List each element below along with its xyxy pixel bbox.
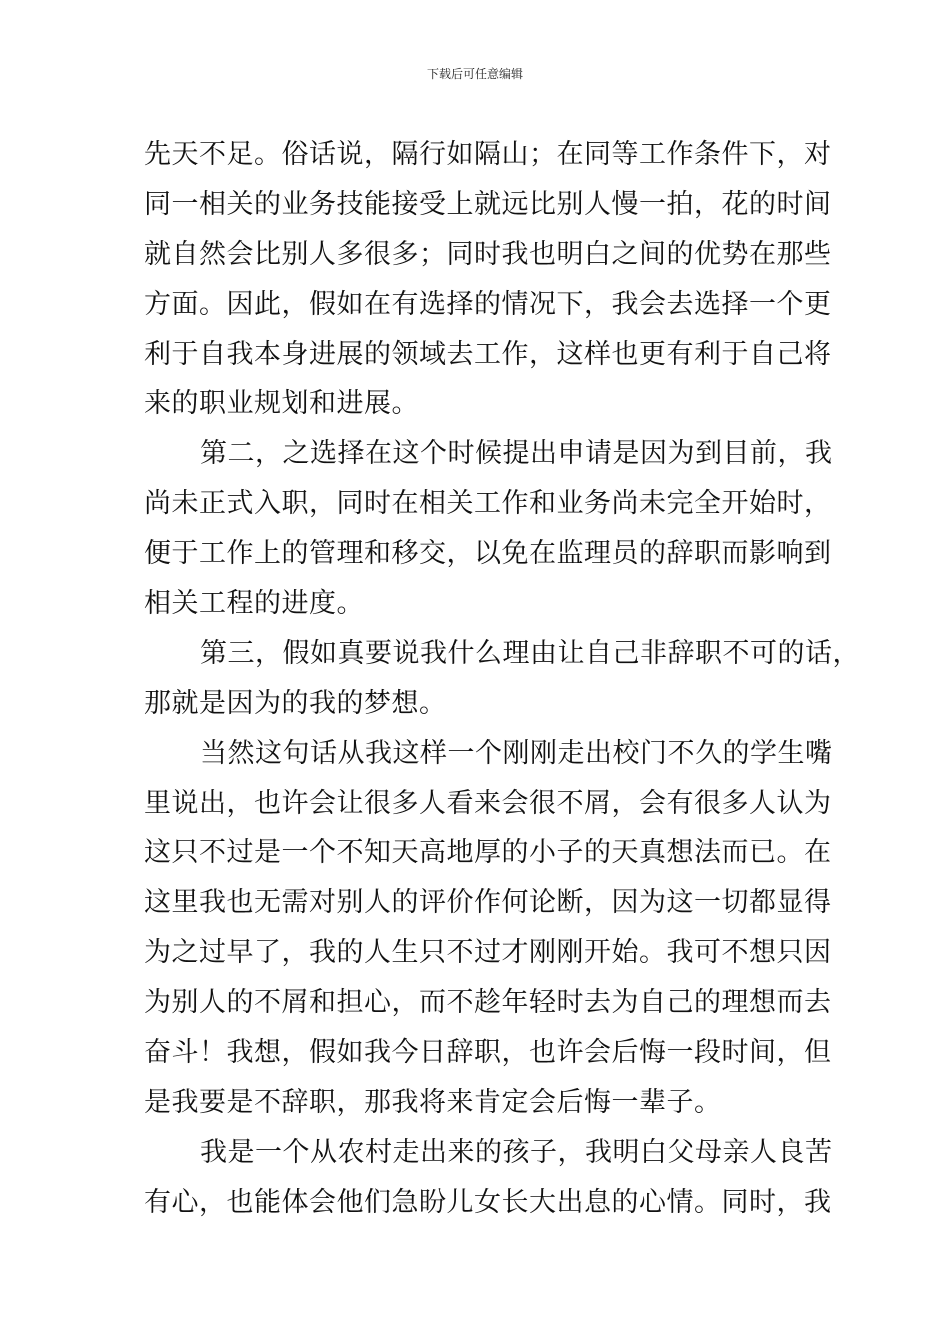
text-line: 这里我也无需对别人的评价作何论断，因为这一切都显得 — [144, 887, 832, 919]
text-line: 相关工程的进度。 — [144, 588, 364, 620]
text-line: 我是一个从农村走出来的孩子，我明白父母亲人良苦 — [200, 1136, 833, 1168]
text-line: 当然这句话从我这样一个刚刚走出校门不久的学生嘴 — [200, 737, 833, 769]
text-line: 就自然会比别人多很多；同时我也明白之间的优势在那些 — [144, 238, 832, 270]
document-body — [144, 130, 860, 1228]
text-line: 为别人的不屑和担心，而不趁年轻时去为自己的理想而去 — [144, 987, 832, 1019]
page-header: 下载后可任意编辑 — [426, 67, 523, 81]
text-line: 有心，也能体会他们急盼儿女长大出息的心情。同时，我 — [144, 1186, 832, 1218]
text-line: 尚未正式入职，同时在相关工作和业务尚未完全开始时， — [144, 488, 832, 520]
text-line: 便于工作上的管理和移交，以免在监理员的辞职而影响到 — [144, 538, 832, 570]
text-line: 那就是因为的我的梦想。 — [144, 687, 447, 719]
text-line: 奋斗！我想，假如我今日辞职，也许会后悔一段时间，但 — [144, 1037, 832, 1069]
text-line: 第三，假如真要说我什么理由让自己非辞职不可的话， — [200, 637, 860, 669]
text-line: 方面。因此，假如在有选择的情况下，我会去选择一个更 — [144, 288, 832, 320]
text-line: 利于自我本身进展的领域去工作，这样也更有利于自己将 — [144, 338, 832, 370]
text-line: 来的职业规划和进展。 — [144, 388, 419, 420]
text-line: 第二，之选择在这个时候提出申请是因为到目前，我 — [200, 438, 833, 470]
text-line: 里说出，也许会让很多人看来会很不屑，会有很多人认为 — [144, 787, 832, 819]
text-line: 同一相关的业务技能接受上就远比别人慢一拍，花的时间 — [144, 188, 832, 220]
text-line: 为之过早了，我的人生只不过才刚刚开始。我可不想只因 — [144, 937, 832, 969]
text-line: 是我要是不辞职，那我将来肯定会后悔一辈子。 — [144, 1086, 722, 1118]
text-line: 先天不足。俗话说，隔行如隔山；在同等工作条件下，对 — [144, 139, 832, 170]
text-line: 这只不过是一个不知天高地厚的小子的天真想法而已。在 — [144, 837, 832, 869]
